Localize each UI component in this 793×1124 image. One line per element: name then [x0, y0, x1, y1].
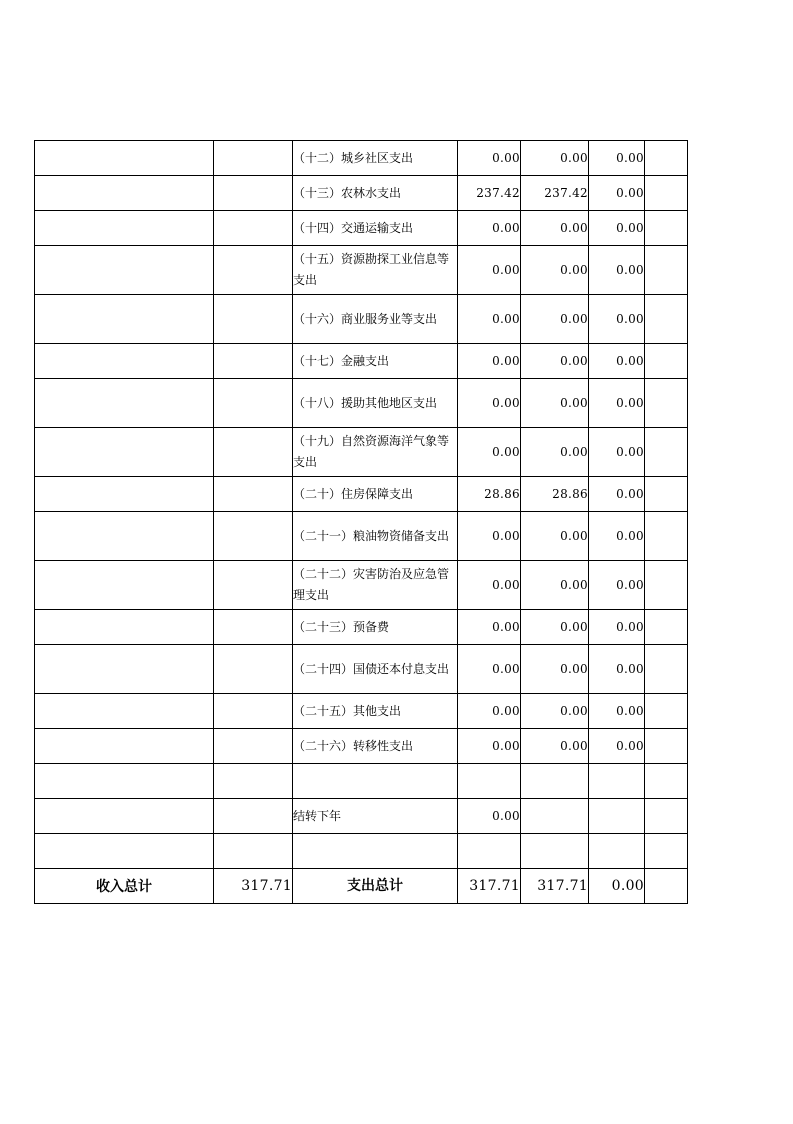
expense-total-sum: 317.71	[458, 869, 521, 904]
income-amount-cell	[214, 645, 293, 694]
fund-budget-value: 0.00	[589, 428, 645, 477]
blank-cell	[645, 694, 688, 729]
general-budget-value: 0.00	[521, 645, 589, 694]
fund-budget-value: 0.00	[589, 246, 645, 295]
income-amount-cell	[214, 344, 293, 379]
fund-budget-value: 0.00	[589, 295, 645, 344]
carry-forward-label: 结转下年	[293, 799, 458, 834]
budget-table	[34, 140, 688, 904]
blank-cell	[645, 512, 688, 561]
income-item-cell	[35, 610, 214, 645]
table-row	[35, 211, 688, 246]
expense-item-label: （二十三）预备费	[293, 610, 458, 645]
general-budget-value: 0.00	[521, 694, 589, 729]
table-row	[35, 694, 688, 729]
income-total-value: 317.71	[214, 869, 293, 904]
expense-total-value: 0.00	[458, 344, 521, 379]
income-amount-cell	[214, 141, 293, 176]
blank-cell	[645, 295, 688, 344]
income-item-cell	[35, 344, 214, 379]
empty-row	[35, 834, 688, 869]
blank-cell	[214, 834, 293, 869]
income-item-cell	[35, 295, 214, 344]
expense-total-value: 0.00	[458, 379, 521, 428]
blank-cell	[645, 645, 688, 694]
income-item-cell	[35, 694, 214, 729]
blank-cell	[35, 764, 214, 799]
general-budget-value: 0.00	[521, 729, 589, 764]
blank-cell	[458, 834, 521, 869]
income-item-cell	[35, 211, 214, 246]
fund-budget-sum: 0.00	[589, 869, 645, 904]
income-item-cell	[35, 141, 214, 176]
expense-item-label: （十八）援助其他地区支出	[293, 379, 458, 428]
blank-cell	[35, 799, 214, 834]
fund-budget-value: 0.00	[589, 694, 645, 729]
income-amount-cell	[214, 477, 293, 512]
income-amount-cell	[214, 211, 293, 246]
income-item-cell	[35, 477, 214, 512]
table-row	[35, 645, 688, 694]
income-amount-cell	[214, 295, 293, 344]
fund-budget-value: 0.00	[589, 379, 645, 428]
blank-cell	[645, 477, 688, 512]
general-budget-value: 28.86	[521, 477, 589, 512]
general-budget-value: 0.00	[521, 610, 589, 645]
fund-budget-value: 0.00	[589, 645, 645, 694]
empty-row	[35, 764, 688, 799]
blank-cell	[645, 176, 688, 211]
income-item-cell	[35, 379, 214, 428]
expense-item-label: （二十六）转移性支出	[293, 729, 458, 764]
general-budget-value: 0.00	[521, 379, 589, 428]
fund-budget-value: 0.00	[589, 477, 645, 512]
blank-cell	[645, 561, 688, 610]
expense-total-value: 0.00	[458, 428, 521, 477]
income-item-cell	[35, 561, 214, 610]
income-item-cell	[35, 645, 214, 694]
table-row	[35, 295, 688, 344]
blank-cell	[645, 246, 688, 295]
table-row	[35, 610, 688, 645]
totals-row	[35, 869, 688, 904]
blank-cell	[214, 799, 293, 834]
expense-item-label: （二十二）灾害防治及应急管理支出	[293, 561, 458, 610]
expense-total-value: 0.00	[458, 694, 521, 729]
general-budget-value: 0.00	[521, 344, 589, 379]
expense-item-label: （十九）自然资源海洋气象等支出	[293, 428, 458, 477]
expense-item-label: （二十）住房保障支出	[293, 477, 458, 512]
blank-cell	[645, 344, 688, 379]
general-budget-value: 0.00	[521, 211, 589, 246]
general-budget-value: 0.00	[521, 561, 589, 610]
blank-cell	[645, 869, 688, 904]
income-amount-cell	[214, 729, 293, 764]
general-budget-value: 0.00	[521, 246, 589, 295]
blank-cell	[35, 834, 214, 869]
table-row	[35, 512, 688, 561]
blank-cell	[645, 428, 688, 477]
blank-cell	[645, 834, 688, 869]
table-row	[35, 141, 688, 176]
expense-total-value: 0.00	[458, 645, 521, 694]
expense-item-label: （十三）农林水支出	[293, 176, 458, 211]
blank-cell	[645, 610, 688, 645]
blank-cell	[645, 141, 688, 176]
expense-item-label: （二十五）其他支出	[293, 694, 458, 729]
expense-item-label: （二十一）粮油物资储备支出	[293, 512, 458, 561]
general-budget-value: 0.00	[521, 141, 589, 176]
fund-budget-value: 0.00	[589, 344, 645, 379]
expense-total-value: 0.00	[458, 295, 521, 344]
carry-forward-value: 0.00	[458, 799, 521, 834]
expense-item-label: （十二）城乡社区支出	[293, 141, 458, 176]
table-row	[35, 246, 688, 295]
income-amount-cell	[214, 512, 293, 561]
expense-total-value: 0.00	[458, 561, 521, 610]
table-row	[35, 428, 688, 477]
expense-item-label: （二十四）国债还本付息支出	[293, 645, 458, 694]
blank-cell	[521, 799, 589, 834]
expense-total-value: 0.00	[458, 141, 521, 176]
fund-budget-value: 0.00	[589, 141, 645, 176]
fund-budget-value: 0.00	[589, 561, 645, 610]
income-amount-cell	[214, 379, 293, 428]
table-row	[35, 344, 688, 379]
expense-total-value: 0.00	[458, 211, 521, 246]
income-amount-cell	[214, 246, 293, 295]
fund-budget-value: 0.00	[589, 176, 645, 211]
blank-cell	[214, 764, 293, 799]
fund-budget-value: 0.00	[589, 729, 645, 764]
expense-item-label: （十四）交通运输支出	[293, 211, 458, 246]
table-row	[35, 477, 688, 512]
income-amount-cell	[214, 610, 293, 645]
income-item-cell	[35, 512, 214, 561]
fund-budget-value: 0.00	[589, 512, 645, 561]
income-amount-cell	[214, 561, 293, 610]
carry-forward-row	[35, 799, 688, 834]
expense-total-value: 0.00	[458, 729, 521, 764]
income-item-cell	[35, 729, 214, 764]
income-amount-cell	[214, 694, 293, 729]
table-row	[35, 379, 688, 428]
general-budget-sum: 317.71	[521, 869, 589, 904]
blank-cell	[293, 834, 458, 869]
blank-cell	[645, 799, 688, 834]
blank-cell	[645, 211, 688, 246]
blank-cell	[645, 379, 688, 428]
blank-cell	[589, 764, 645, 799]
expense-total-value: 28.86	[458, 477, 521, 512]
blank-cell	[293, 764, 458, 799]
expense-item-label: （十七）金融支出	[293, 344, 458, 379]
general-budget-value: 0.00	[521, 512, 589, 561]
income-item-cell	[35, 428, 214, 477]
fund-budget-value: 0.00	[589, 610, 645, 645]
table-row	[35, 729, 688, 764]
general-budget-value: 0.00	[521, 295, 589, 344]
blank-cell	[645, 764, 688, 799]
expense-total-value: 0.00	[458, 246, 521, 295]
expense-total-label: 支出总计	[293, 869, 458, 904]
blank-cell	[521, 834, 589, 869]
blank-cell	[589, 834, 645, 869]
table-row	[35, 561, 688, 610]
fund-budget-value: 0.00	[589, 211, 645, 246]
general-budget-value: 237.42	[521, 176, 589, 211]
blank-cell	[458, 764, 521, 799]
blank-cell	[645, 729, 688, 764]
blank-cell	[589, 799, 645, 834]
expense-total-value: 0.00	[458, 512, 521, 561]
expense-item-label: （十六）商业服务业等支出	[293, 295, 458, 344]
expense-total-value: 237.42	[458, 176, 521, 211]
income-item-cell	[35, 246, 214, 295]
income-amount-cell	[214, 176, 293, 211]
expense-item-label: （十五）资源勘探工业信息等支出	[293, 246, 458, 295]
general-budget-value: 0.00	[521, 428, 589, 477]
income-total-label: 收入总计	[35, 869, 214, 904]
blank-cell	[521, 764, 589, 799]
table-row	[35, 176, 688, 211]
income-amount-cell	[214, 428, 293, 477]
expense-total-value: 0.00	[458, 610, 521, 645]
income-item-cell	[35, 176, 214, 211]
